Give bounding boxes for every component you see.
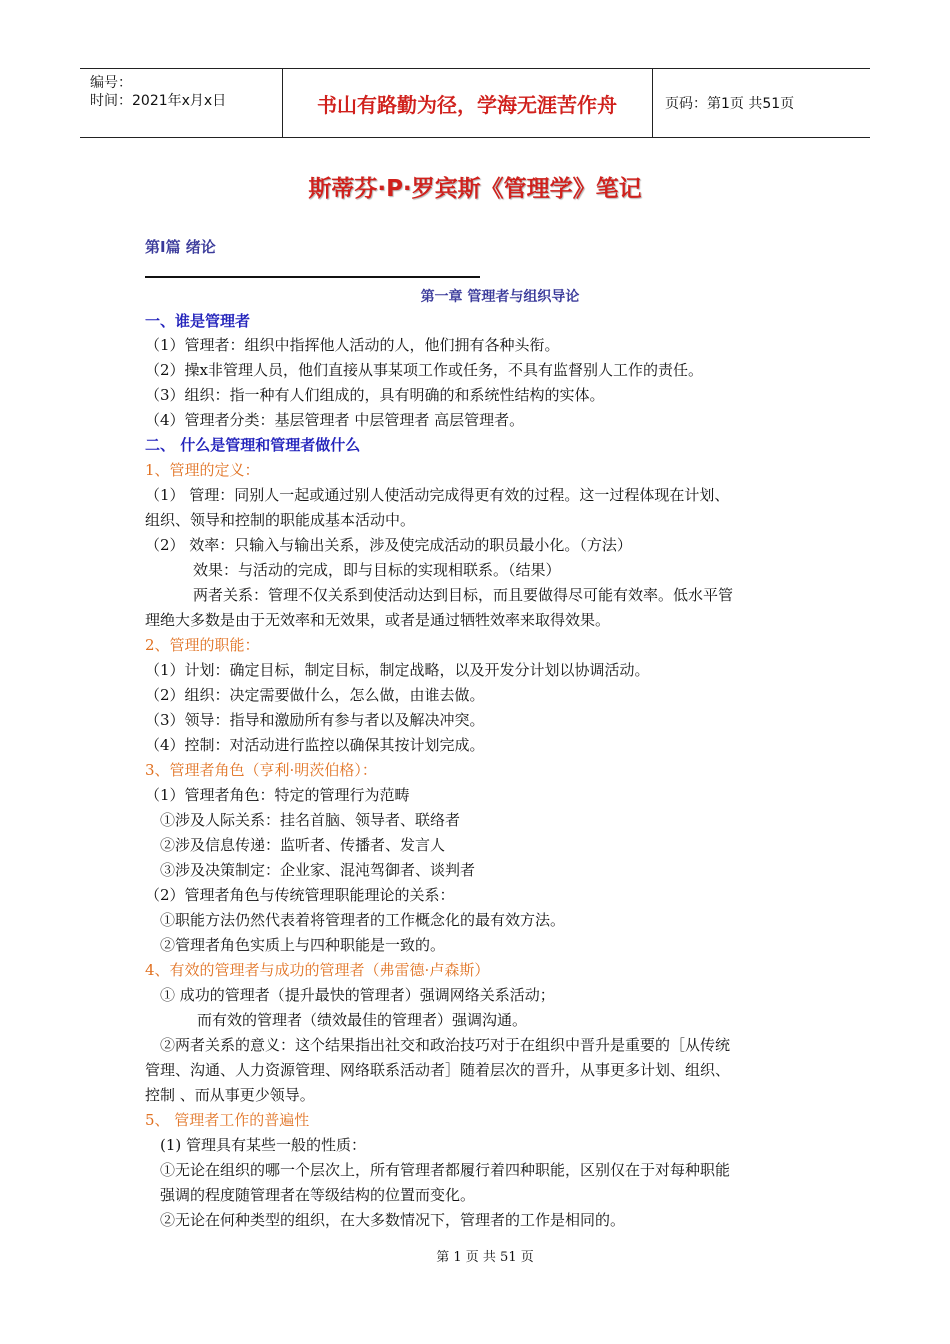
text-line: 强调的程度随管理者在等级结构的位置而变化。 [160, 1186, 476, 1204]
text-line: ②两者关系的意义：这个结果指出社交和政治技巧对于在组织中晋升是重要的［从传统 [160, 1036, 731, 1054]
text-line: ②涉及信息传递：监听者、传播者、发言人 [160, 836, 446, 854]
text-line: 而有效的管理者（绩效最佳的管理者）强调沟通。 [197, 1011, 528, 1029]
text-line: ①涉及人际关系：挂名首脑、领导者、联络者 [160, 811, 461, 829]
text-line: 理绝大多数是由于无效率和无效果，或者是通过牺牲效率来取得效果。 [145, 611, 611, 629]
subsection-heading: 4、有效的管理者与成功的管理者（弗雷德·卢森斯） [145, 961, 490, 979]
text-line: （2）组织：决定需要做什么，怎么做，由谁去做。 [145, 686, 485, 704]
number-label: 编号： [90, 75, 132, 91]
page-info: 页码：第1页 共51页 [665, 96, 795, 112]
text-line: （2）管理者角色与传统管理职能理论的关系： [145, 886, 455, 904]
page-header [80, 68, 870, 138]
text-line: （4）控制：对活动进行监控以确保其按计划完成。 [145, 736, 485, 754]
subsection-heading: 5、 管理者工作的普遍性 [145, 1111, 310, 1129]
text-line: ①职能方法仍然代表着将管理者的工作概念化的最有效方法。 [160, 911, 566, 929]
text-line: （4）管理者分类：基层管理者 中层管理者 高层管理者。 [145, 411, 525, 429]
section-heading: 二、 什么是管理和管理者做什么 [145, 436, 361, 454]
header-meta [80, 69, 283, 137]
text-line: ③涉及决策制定：企业家、混沌驾御者、谈判者 [160, 861, 476, 879]
page-footer: 第 1 页 共 51 页 [436, 1250, 534, 1265]
divider [145, 276, 480, 278]
part-heading: 第Ⅰ篇 绪论 [145, 238, 216, 256]
text-line: 效果：与活动的完成，即与目标的实现相联系。（结果） [193, 561, 561, 579]
subsection-heading: 2、管理的职能： [145, 636, 260, 654]
text-line: （3）领导：指导和激励所有参与者以及解决冲突。 [145, 711, 485, 729]
subsection-heading: 3、管理者角色（亨利·明茨伯格）： [145, 761, 377, 779]
text-line: ②无论在何种类型的组织，在大多数情况下，管理者的工作是相同的。 [160, 1211, 626, 1229]
text-line: 控制 、而从事更少领导。 [145, 1086, 315, 1104]
text-line: 管理、沟通、人力资源管理、网络联系活动者］随着层次的晋升，从事更多计划、组织、 [145, 1061, 731, 1079]
motto: 书山有路勤为径，学海无涯苦作舟 [282, 69, 653, 137]
text-line: (1) 管理具有某些一般的性质： [160, 1136, 367, 1154]
text-line: （1） 管理：同别人一起或通过别人使活动完成得更有效的过程。这一过程体现在计划、 [145, 486, 730, 504]
text-line: （1）管理者角色：特定的管理行为范畴 [145, 786, 410, 804]
text-line: （3）组织：指一种有人们组成的，具有明确的和系统性结构的实体。 [145, 386, 605, 404]
text-line: ②管理者角色实质上与四种职能是一致的。 [160, 936, 446, 954]
text-line: （2）操x非管理人员，他们直接从事某项工作或任务，不具有监督别人工作的责任。 [145, 361, 704, 379]
document-title: 斯蒂芬·P·罗宾斯《管理学》笔记 [308, 176, 642, 202]
subsection-heading: 1、管理的定义： [145, 461, 260, 479]
text-line: ①无论在组织的哪一个层次上，所有管理者都履行着四种职能，区别仅在于对每种职能 [160, 1161, 731, 1179]
text-line: 两者关系：管理不仅关系到使活动达到目标，而且要做得尽可能有效率。低水平管 [193, 586, 734, 604]
date-label: 时间：2021年x月x日 [90, 93, 227, 109]
text-line: （1）计划：确定目标，制定目标，制定战略，以及开发分计划以协调活动。 [145, 661, 650, 679]
text-line: ① 成功的管理者（提升最快的管理者）强调网络关系活动； [160, 986, 555, 1004]
chapter-heading: 第一章 管理者与组织导论 [420, 289, 580, 305]
text-line: （1）管理者：组织中指挥他人活动的人，他们拥有各种头衔。 [145, 336, 560, 354]
text-line: （2） 效率：只输入与输出关系，涉及使完成活动的职员最小化。（方法） [145, 536, 632, 554]
text-line: 组织、领导和控制的职能成基本活动中。 [145, 511, 416, 529]
section-heading: 一、谁是管理者 [145, 312, 251, 330]
